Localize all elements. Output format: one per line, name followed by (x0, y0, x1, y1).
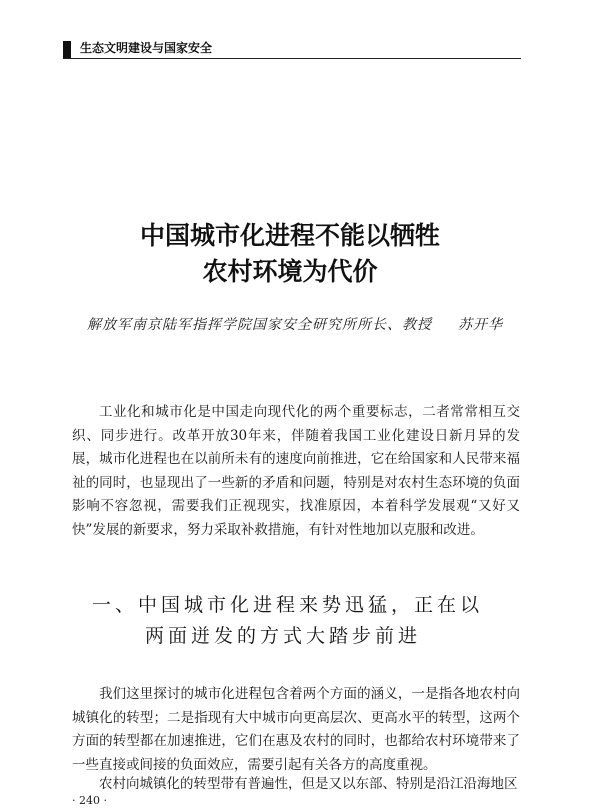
header-rule (63, 58, 521, 59)
body-paragraph: 我们这里探讨的城市化进程包含着两个方面的涵义，一是指各地农村向城镇化的转型；二是指现有大中城市向更高层次、更高水平的转型，这两个方面的转型都在加速推进，它们在惠及农村的同时，也都给农村环境带来了一些直接或间接的负面效应，需要引起有关各方的高度重视。 (72, 686, 520, 773)
running-header-title: 生态文明建设与国家安全 (80, 41, 213, 55)
author-affiliation: 解放军南京陆军指挥学院国家安全研究所所长、教授 (87, 317, 432, 333)
abstract-paragraph: 工业化和城市化是中国走向现代化的两个重要标志，二者常常相互交织、同步进行。改革开放30年来，伴随着我国工业化建设日新月异的发展，城市化进程也在以前所未有的速度向前推进，它在给国家和人民带来福祉的同时，也显现出了一些新的矛盾和问题，特别是对农村生态环境的负面影响不容忽视，需要我们正视现实，找准原因，本着科学发展观“又好又快”发展的新要求，努力采取补救措施，有针对性地加以克服和改进。 (72, 404, 520, 538)
section-heading-line-1: 一、中国城市化进程来势迅猛，正在以 (92, 594, 484, 616)
header-marker (63, 41, 71, 58)
body-paragraph: 农村向城镇化的转型带有普遍性，但是又以东部、特别是沿江沿海地区 (99, 776, 518, 792)
section-heading-line-2: 两面迸发的方式大踏步前进 (145, 625, 422, 647)
author-name: 苏开华 (458, 317, 503, 333)
article-title-line-1: 中国城市化进程不能以牺牲 (139, 221, 440, 250)
page-number: · 240 · (72, 794, 107, 807)
article-title-line-2: 农村环境为代价 (202, 257, 378, 286)
